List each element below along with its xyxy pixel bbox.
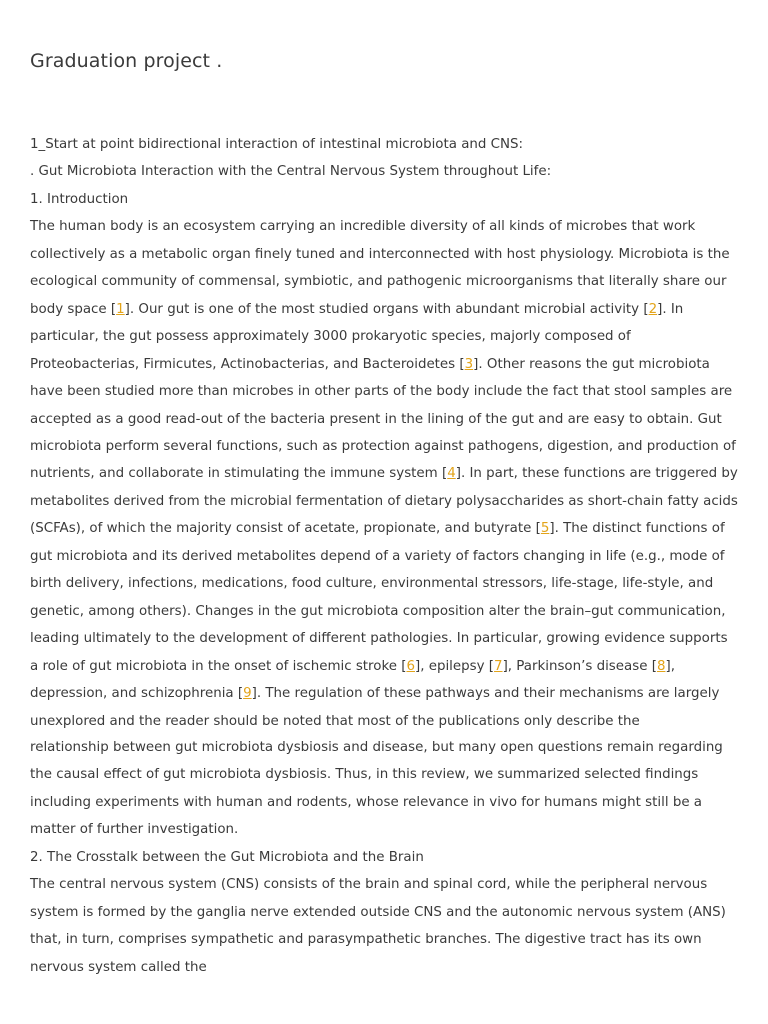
- text-segment: ]. The distinct functions of gut microbiota and its derived metabolites depend of a variety of factors changing in life (e.g., mode of birth delivery, infections, medications, food culture, environmental stressors, life-stage, life-style, and genetic, among others). Changes in the gut microbiota composition alter the brain–gut communication, leading ultimately to the development of different pathologies. In particular, growing evidence supports a role of gut microbiota in the onset of ischemic stroke [: [30, 521, 728, 674]
- crosstalk-paragraph: The central nervous system (CNS) consists of the brain and spinal cord, while the peripheral nervous system is formed by the ganglia nerve extended outside CNS and the autonomic nervous system (ANS) that, in turn, comprises sympathetic and parasympathetic branches. The digestive tract has its own nervous system called the: [30, 877, 726, 975]
- text-segment: ], depression, and schizophrenia [: [30, 658, 675, 702]
- citation-link-7[interactable]: 7: [494, 658, 503, 674]
- citation-link-2[interactable]: 2: [648, 301, 658, 317]
- subheading: . Gut Microbiota Interaction with the Central Nervous System throughout Life:: [30, 164, 552, 180]
- document-body-top: [30, 131, 738, 735]
- text-segment: ], Parkinson’s disease [: [502, 658, 657, 674]
- text-segment: ], epilepsy [: [414, 658, 495, 674]
- citation-link-8[interactable]: 8: [656, 658, 666, 674]
- text-segment: ]. In part, these functions are triggered by metabolites derived from the microbial fermentation of dietary polysaccharides as short-chain fatty acids (SCFAs), of which the majority consist of acetate, propionate, and butyrate [: [30, 466, 738, 537]
- heading-start: 1_Start at point bidirectional interaction of intestinal microbiota and CNS:: [30, 137, 524, 152]
- text-segment: ]. Our gut is one of the most studied organs with abundant microbial activity [: [124, 301, 649, 317]
- citation-link-6[interactable]: 6: [406, 658, 415, 674]
- intro-paragraph: [30, 213, 738, 735]
- citation-link-3[interactable]: 3: [464, 356, 474, 372]
- citation-link-1[interactable]: 1: [116, 301, 125, 317]
- citation-link-5[interactable]: 5: [540, 521, 550, 537]
- text-segment: ]. The regulation of these pathways and their mechanisms are largely unexplored and the reader should be noted that most of the publications only describe the: [30, 686, 720, 729]
- continuation-paragraph: relationship between gut microbiota dysbiosis and disease, but many open questions remain regarding the causal effect of gut microbiota dysbiosis. Thus, in this review, we summarized selected findings including experiments with human and rodents, whose relevance in vivo for humans might still be a matter of further investigation.: [30, 740, 723, 838]
- citation-link-9[interactable]: 9: [243, 686, 252, 702]
- document-body-bottom: [30, 734, 738, 981]
- text-segment: The human body is an ecosystem carrying an incredible diversity of all kinds of microbes that work collectively as a metabolic organ finely tuned and interconnected with host physiology. Microbiota is the ecological community of commensal, symbiotic, and pathogenic microorganisms that literally share our body space [: [30, 219, 730, 317]
- citation-link-4[interactable]: 4: [447, 466, 456, 482]
- document-title: Graduation project .: [30, 50, 223, 72]
- section-heading-crosstalk: 2. The Crosstalk between the Gut Microbiota and the Brain: [30, 849, 424, 865]
- text-segment: ]. Other reasons the gut microbiota have been studied more than microbes in other parts of the body include the fact that stool samples are accepted as a good read-out of the bacteria present in the lining of the gut and are easy to obtain. Gut microbiota perform several functions, such as protection against pathogens, digestion, and production of nutrients, and collaborate in stimulating the immune system [: [30, 356, 736, 482]
- text-segment: ]. In particular, the gut possess approximately 3000 prokaryotic species, majorly composed of Proteobacterias, Firmicutes, Actinobacterias, and Bacteroidetes [: [30, 301, 684, 372]
- section-heading-introduction: 1. Introduction: [30, 191, 129, 207]
